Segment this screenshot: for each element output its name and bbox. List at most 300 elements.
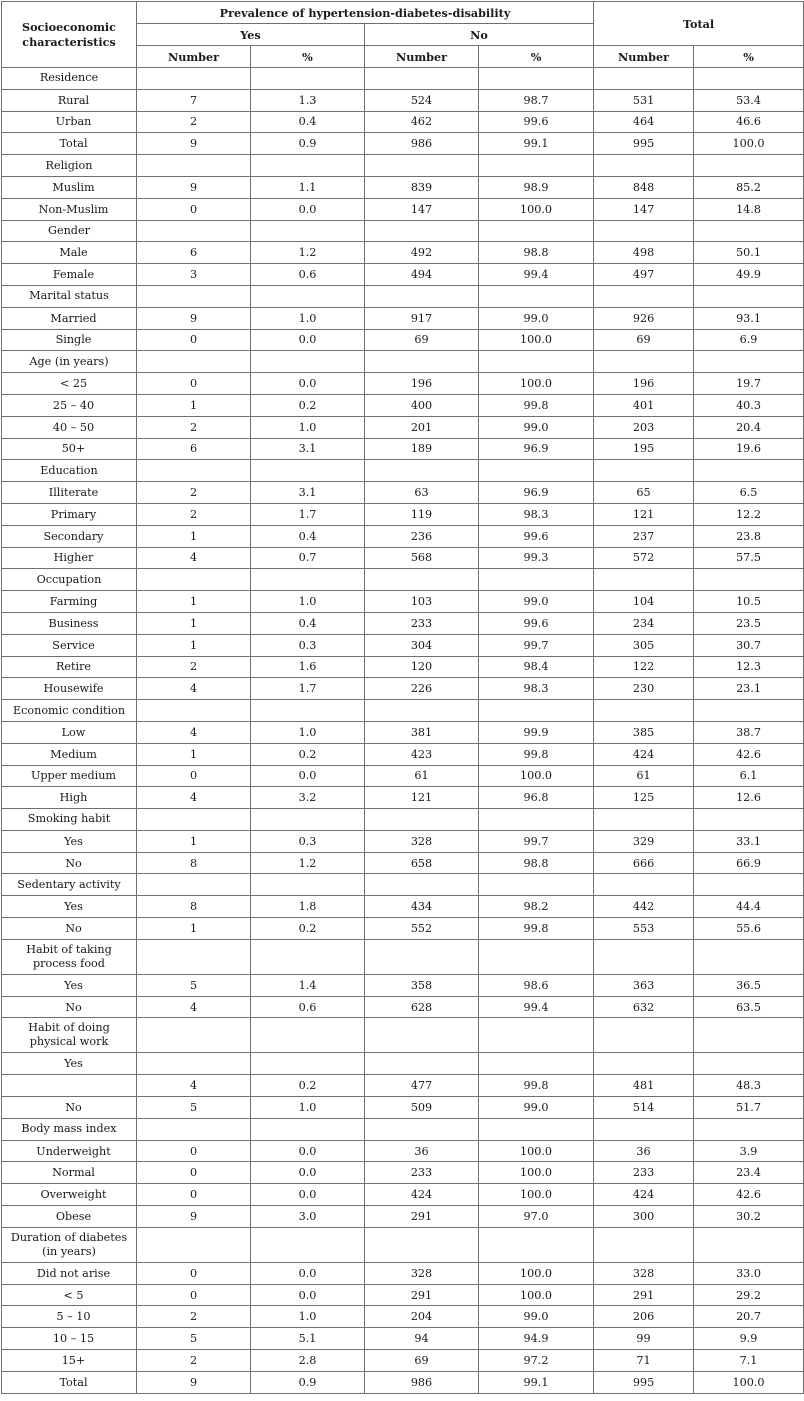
table-row (2, 678, 804, 700)
empty-cell (594, 285, 694, 307)
category-label: Body mass index (2, 1118, 137, 1140)
cell-yes-number: 0 (137, 198, 251, 220)
cell-yes-number: 2 (137, 503, 251, 525)
empty-cell (694, 874, 804, 896)
cell-total-pct: 48.3 (694, 1075, 804, 1097)
cell-no-pct: 99.6 (479, 111, 594, 133)
row-label: Farming (2, 591, 137, 613)
cell-yes-pct: 1.0 (251, 1306, 365, 1328)
category-row (2, 809, 804, 831)
empty-cell (479, 351, 594, 373)
table-row (2, 394, 804, 416)
cell-total-number: 122 (594, 656, 694, 678)
cell-yes-pct: 1.3 (251, 89, 365, 111)
cell-no-pct: 96.9 (479, 438, 594, 460)
empty-cell (137, 68, 251, 90)
cell-yes-number: 0 (137, 1284, 251, 1306)
cell-yes-pct: 0.3 (251, 634, 365, 656)
category-row (2, 1018, 804, 1053)
cell-no-number: 328 (365, 830, 479, 852)
row-label: Did not arise (2, 1262, 137, 1284)
category-label: Religion (2, 155, 137, 177)
cell-no-pct: 98.4 (479, 656, 594, 678)
cell-yes-number: 5 (137, 1328, 251, 1350)
category-row (2, 155, 804, 177)
empty-cell (479, 874, 594, 896)
cell-no-pct: 99.9 (479, 721, 594, 743)
cell-yes-number: 4 (137, 1075, 251, 1097)
empty-cell (479, 939, 594, 974)
table-row (2, 830, 804, 852)
empty-cell (251, 285, 365, 307)
row-label: 10 – 15 (2, 1328, 137, 1350)
cell-total-pct: 55.6 (694, 918, 804, 940)
header-no: No (365, 24, 594, 46)
empty-cell (694, 1118, 804, 1140)
cell-no-number: 568 (365, 547, 479, 569)
empty-cell (137, 1118, 251, 1140)
empty-cell (137, 460, 251, 482)
cell-total-pct: 100.0 (694, 133, 804, 155)
cell-no-number: 94 (365, 1328, 479, 1350)
cell-total-number: 230 (594, 678, 694, 700)
row-label: Yes (2, 1053, 137, 1075)
row-label: Housewife (2, 678, 137, 700)
cell-no-pct: 99.1 (479, 1371, 594, 1393)
cell-no-pct: 99.1 (479, 133, 594, 155)
cell-no-pct: 98.3 (479, 503, 594, 525)
cell-total-number: 848 (594, 176, 694, 198)
empty-cell (251, 68, 365, 90)
hypertension-diabetes-table (1, 1, 804, 1394)
table-row (2, 1206, 804, 1228)
table-row (2, 1097, 804, 1119)
cell-no-pct: 97.0 (479, 1206, 594, 1228)
cell-no-number: 552 (365, 918, 479, 940)
category-row (2, 569, 804, 591)
table-row (2, 918, 804, 940)
cell-no-number: 119 (365, 503, 479, 525)
empty-cell (251, 569, 365, 591)
cell-no-number: 201 (365, 416, 479, 438)
cell-no-number: 524 (365, 89, 479, 111)
cell-total-number: 481 (594, 1075, 694, 1097)
cell-no-pct: 99.8 (479, 394, 594, 416)
cell-total-number: 71 (594, 1350, 694, 1372)
cell-total-pct: 38.7 (694, 721, 804, 743)
cell-yes-pct (251, 1053, 365, 1075)
cell-no-pct: 100.0 (479, 1284, 594, 1306)
cell-yes-pct: 0.0 (251, 373, 365, 395)
row-label: No (2, 996, 137, 1018)
row-label: Service (2, 634, 137, 656)
cell-yes-number: 8 (137, 896, 251, 918)
cell-yes-pct: 0.0 (251, 1262, 365, 1284)
cell-total-pct: 42.6 (694, 1184, 804, 1206)
row-label: No (2, 918, 137, 940)
table-row (2, 1350, 804, 1372)
category-label: Economic condition (2, 700, 137, 722)
empty-cell (251, 1118, 365, 1140)
cell-no-number: 69 (365, 329, 479, 351)
header-prevalence: Prevalence of hypertension-diabetes-disability (137, 2, 594, 24)
cell-yes-number: 0 (137, 1140, 251, 1162)
row-label: No (2, 1097, 137, 1119)
empty-cell (594, 1118, 694, 1140)
row-label: 40 – 50 (2, 416, 137, 438)
empty-cell (694, 1227, 804, 1262)
cell-total-pct: 85.2 (694, 176, 804, 198)
cell-no-number: 147 (365, 198, 479, 220)
table-row (2, 307, 804, 329)
cell-total-number: 69 (594, 329, 694, 351)
cell-no-number: 69 (365, 1350, 479, 1372)
cell-yes-number: 6 (137, 438, 251, 460)
row-label: Married (2, 307, 137, 329)
cell-yes-pct: 1.0 (251, 1097, 365, 1119)
cell-yes-pct: 0.6 (251, 996, 365, 1018)
cell-yes-pct: 1.6 (251, 656, 365, 678)
cell-yes-pct: 1.2 (251, 852, 365, 874)
empty-cell (694, 939, 804, 974)
cell-no-number: 189 (365, 438, 479, 460)
header-characteristics: Socioeconomic characteristics (2, 2, 137, 68)
row-label: No (2, 852, 137, 874)
cell-yes-number: 9 (137, 307, 251, 329)
empty-cell (694, 460, 804, 482)
cell-total-number: 514 (594, 1097, 694, 1119)
empty-cell (137, 809, 251, 831)
table-row (2, 133, 804, 155)
empty-cell (365, 569, 479, 591)
empty-cell (137, 285, 251, 307)
cell-total-pct: 29.2 (694, 1284, 804, 1306)
row-label: Muslim (2, 176, 137, 198)
row-label: Overweight (2, 1184, 137, 1206)
cell-total-number: 424 (594, 743, 694, 765)
empty-cell (137, 700, 251, 722)
empty-cell (694, 809, 804, 831)
cell-yes-number: 5 (137, 1097, 251, 1119)
cell-total-number: 363 (594, 974, 694, 996)
cell-total-pct: 49.9 (694, 264, 804, 286)
row-label: 25 – 40 (2, 394, 137, 416)
cell-total-pct: 6.5 (694, 482, 804, 504)
row-label: Non-Muslim (2, 198, 137, 220)
cell-total-number (594, 1053, 694, 1075)
table-row (2, 264, 804, 286)
row-label: Female (2, 264, 137, 286)
cell-total-pct: 57.5 (694, 547, 804, 569)
category-label: Age (in years) (2, 351, 137, 373)
cell-yes-number: 1 (137, 394, 251, 416)
empty-cell (694, 351, 804, 373)
empty-cell (251, 874, 365, 896)
cell-no-number: 233 (365, 1162, 479, 1184)
empty-cell (365, 700, 479, 722)
cell-yes-number: 2 (137, 111, 251, 133)
cell-total-pct: 7.1 (694, 1350, 804, 1372)
empty-cell (479, 285, 594, 307)
cell-total-pct: 23.1 (694, 678, 804, 700)
table-row (2, 503, 804, 525)
cell-no-pct: 100.0 (479, 1162, 594, 1184)
row-label: Single (2, 329, 137, 351)
category-label: Habit of taking process food (2, 939, 137, 974)
cell-total-pct: 53.4 (694, 89, 804, 111)
category-label: Residence (2, 68, 137, 90)
cell-total-number: 926 (594, 307, 694, 329)
category-label: Gender (2, 220, 137, 242)
cell-yes-number: 4 (137, 721, 251, 743)
empty-cell (365, 155, 479, 177)
cell-total-pct: 51.7 (694, 1097, 804, 1119)
table-row (2, 1184, 804, 1206)
cell-no-number: 304 (365, 634, 479, 656)
cell-yes-number: 9 (137, 1371, 251, 1393)
table-row (2, 438, 804, 460)
empty-cell (479, 220, 594, 242)
cell-total-number: 99 (594, 1328, 694, 1350)
cell-yes-number: 2 (137, 482, 251, 504)
cell-total-number: 237 (594, 525, 694, 547)
empty-cell (251, 809, 365, 831)
empty-cell (694, 700, 804, 722)
row-label: 15+ (2, 1350, 137, 1372)
cell-total-number: 305 (594, 634, 694, 656)
cell-yes-number: 9 (137, 1206, 251, 1228)
row-label: 50+ (2, 438, 137, 460)
cell-total-pct: 10.5 (694, 591, 804, 613)
table-row (2, 591, 804, 613)
cell-yes-pct: 0.9 (251, 1371, 365, 1393)
cell-yes-pct: 5.1 (251, 1328, 365, 1350)
category-row (2, 1118, 804, 1140)
cell-total-number: 203 (594, 416, 694, 438)
empty-cell (694, 220, 804, 242)
cell-no-number: 986 (365, 1371, 479, 1393)
empty-cell (137, 1018, 251, 1053)
cell-total-pct: 33.1 (694, 830, 804, 852)
empty-cell (365, 285, 479, 307)
cell-yes-pct: 1.1 (251, 176, 365, 198)
table-row (2, 1075, 804, 1097)
empty-cell (251, 1018, 365, 1053)
empty-cell (694, 155, 804, 177)
empty-cell (479, 569, 594, 591)
cell-no-pct: 99.3 (479, 547, 594, 569)
cell-yes-number: 1 (137, 634, 251, 656)
empty-cell (137, 939, 251, 974)
cell-total-number: 531 (594, 89, 694, 111)
cell-yes-number: 5 (137, 974, 251, 996)
cell-total-number: 36 (594, 1140, 694, 1162)
empty-cell (365, 460, 479, 482)
header-total: Total (594, 2, 804, 46)
cell-yes-pct: 1.0 (251, 416, 365, 438)
cell-no-number: 400 (365, 394, 479, 416)
cell-yes-number: 2 (137, 1350, 251, 1372)
cell-total-number: 234 (594, 612, 694, 634)
table-row (2, 89, 804, 111)
empty-cell (365, 1018, 479, 1053)
table-row (2, 852, 804, 874)
cell-total-pct: 3.9 (694, 1140, 804, 1162)
cell-no-number: 36 (365, 1140, 479, 1162)
cell-no-number: 103 (365, 591, 479, 613)
cell-total-number: 65 (594, 482, 694, 504)
cell-total-pct: 66.9 (694, 852, 804, 874)
header-total-number: Number (594, 46, 694, 68)
cell-yes-pct: 1.7 (251, 503, 365, 525)
cell-no-number: 358 (365, 974, 479, 996)
cell-no-number: 462 (365, 111, 479, 133)
table-row (2, 896, 804, 918)
cell-total-pct: 23.5 (694, 612, 804, 634)
cell-no-pct: 98.9 (479, 176, 594, 198)
cell-total-number: 196 (594, 373, 694, 395)
cell-total-number: 442 (594, 896, 694, 918)
empty-cell (479, 1118, 594, 1140)
cell-no-pct: 99.7 (479, 634, 594, 656)
cell-yes-number: 4 (137, 787, 251, 809)
cell-no-pct: 100.0 (479, 1140, 594, 1162)
category-row (2, 460, 804, 482)
table-row (2, 482, 804, 504)
cell-yes-number: 0 (137, 1262, 251, 1284)
row-label: < 5 (2, 1284, 137, 1306)
cell-yes-number: 1 (137, 743, 251, 765)
cell-no-pct: 98.6 (479, 974, 594, 996)
row-label: Urban (2, 111, 137, 133)
empty-cell (594, 809, 694, 831)
header-no-pct: % (479, 46, 594, 68)
empty-cell (594, 351, 694, 373)
table-row (2, 1262, 804, 1284)
table-row (2, 1371, 804, 1393)
cell-total-number: 666 (594, 852, 694, 874)
cell-no-pct: 99.7 (479, 830, 594, 852)
cell-yes-pct: 0.4 (251, 525, 365, 547)
cell-yes-number: 0 (137, 765, 251, 787)
empty-cell (694, 68, 804, 90)
table-row (2, 1140, 804, 1162)
cell-no-number: 917 (365, 307, 479, 329)
empty-cell (251, 220, 365, 242)
row-label: Low (2, 721, 137, 743)
cell-total-pct: 6.9 (694, 329, 804, 351)
empty-cell (479, 1227, 594, 1262)
category-label: Marital status (2, 285, 137, 307)
cell-no-number: 423 (365, 743, 479, 765)
table-row (2, 634, 804, 656)
cell-no-pct: 99.4 (479, 264, 594, 286)
cell-yes-pct: 0.0 (251, 765, 365, 787)
cell-yes-pct: 3.0 (251, 1206, 365, 1228)
cell-yes-number: 1 (137, 525, 251, 547)
cell-total-pct: 23.8 (694, 525, 804, 547)
cell-no-pct: 100.0 (479, 1184, 594, 1206)
cell-no-number: 61 (365, 765, 479, 787)
cell-total-number: 401 (594, 394, 694, 416)
table-row (2, 721, 804, 743)
category-row (2, 220, 804, 242)
empty-cell (594, 874, 694, 896)
empty-cell (594, 1227, 694, 1262)
cell-total-number: 291 (594, 1284, 694, 1306)
cell-yes-number (137, 1053, 251, 1075)
table-row (2, 612, 804, 634)
cell-no-pct: 98.2 (479, 896, 594, 918)
row-label: Illiterate (2, 482, 137, 504)
empty-cell (694, 285, 804, 307)
cell-total-pct: 12.6 (694, 787, 804, 809)
cell-yes-number: 1 (137, 612, 251, 634)
cell-yes-pct: 1.7 (251, 678, 365, 700)
cell-total-number: 497 (594, 264, 694, 286)
row-label: Yes (2, 974, 137, 996)
cell-no-pct: 94.9 (479, 1328, 594, 1350)
category-label: Occupation (2, 569, 137, 591)
cell-yes-pct: 1.8 (251, 896, 365, 918)
empty-cell (251, 700, 365, 722)
cell-total-number: 498 (594, 242, 694, 264)
empty-cell (594, 155, 694, 177)
cell-total-number: 125 (594, 787, 694, 809)
row-label: Business (2, 612, 137, 634)
cell-total-pct: 14.8 (694, 198, 804, 220)
cell-yes-pct: 0.0 (251, 1184, 365, 1206)
cell-no-pct: 99.8 (479, 918, 594, 940)
cell-no-pct: 99.0 (479, 1306, 594, 1328)
empty-cell (365, 809, 479, 831)
cell-no-number: 196 (365, 373, 479, 395)
cell-yes-number: 2 (137, 416, 251, 438)
cell-yes-number: 1 (137, 591, 251, 613)
row-label: Yes (2, 896, 137, 918)
cell-yes-pct: 1.0 (251, 591, 365, 613)
row-label: Male (2, 242, 137, 264)
empty-cell (479, 155, 594, 177)
cell-yes-pct: 1.0 (251, 307, 365, 329)
cell-total-number: 329 (594, 830, 694, 852)
cell-no-pct: 99.8 (479, 743, 594, 765)
empty-cell (137, 351, 251, 373)
cell-yes-pct: 0.2 (251, 1075, 365, 1097)
row-label: Normal (2, 1162, 137, 1184)
category-row (2, 285, 804, 307)
empty-cell (594, 460, 694, 482)
cell-yes-pct: 0.0 (251, 1284, 365, 1306)
cell-yes-pct: 0.6 (251, 264, 365, 286)
table-body (2, 68, 804, 1394)
cell-total-pct: 20.4 (694, 416, 804, 438)
cell-no-pct: 98.7 (479, 89, 594, 111)
cell-total-number: 121 (594, 503, 694, 525)
table-row (2, 198, 804, 220)
row-label: Total (2, 133, 137, 155)
table-row (2, 1306, 804, 1328)
cell-no-pct: 100.0 (479, 1262, 594, 1284)
row-label: Medium (2, 743, 137, 765)
cell-yes-number: 3 (137, 264, 251, 286)
cell-no-number: 226 (365, 678, 479, 700)
row-label: < 25 (2, 373, 137, 395)
cell-yes-pct: 0.4 (251, 111, 365, 133)
category-label: Duration of diabetes (in years) (2, 1227, 137, 1262)
empty-cell (365, 874, 479, 896)
header-no-number: Number (365, 46, 479, 68)
